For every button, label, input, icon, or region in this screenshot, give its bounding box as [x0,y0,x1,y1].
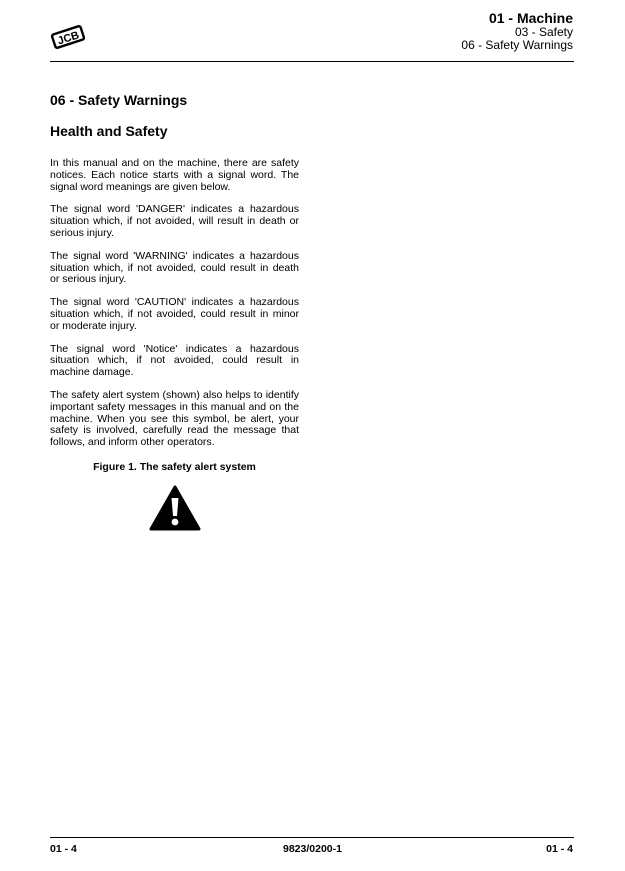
alert-system-paragraph: The safety alert system (shown) also helps to identify important safety messages in this manual and on the machine. When you see this symbol, be alert, your safety is involved, carefully read the message that follows, and inform other operators. [50,388,299,449]
section-title: 06 - Safety Warnings [50,92,188,108]
figure-caption: Figure 1. The safety alert system [93,461,256,473]
warning-triangle-icon [149,485,201,531]
danger-paragraph: The signal word 'DANGER' indicates a hazardous situation which, if not avoided, will result in death or serious injury. [50,203,299,239]
intro-paragraph: In this manual and on the machine, there are safety notices. Each notice starts with a signal word. The signal word meanings are given below. [50,157,299,193]
body-text [50,158,299,460]
footer-page-left: 01 - 4 [50,843,77,855]
footer-doc-number: 9823/0200-1 [283,843,342,855]
caution-paragraph: The signal word 'CAUTION' indicates a hazardous situation which, if not avoided, could result in minor or moderate injury. [50,296,299,332]
header-section: 03 - Safety [514,25,573,39]
page-header [461,10,573,52]
header-divider [50,61,574,62]
notice-paragraph: The signal word 'Notice' indicates a hazardous situation which, if not avoided, could result in machine damage. [50,342,299,379]
svg-text:JCB: JCB [56,29,81,48]
footer-divider [50,837,574,838]
header-chapter: 01 - Machine [488,10,573,26]
warning-paragraph: The signal word 'WARNING' indicates a hazardous situation which, if not avoided, could result in death or serious injury. [50,249,299,286]
header-subsection: 06 - Safety Warnings [461,38,573,52]
footer-page-right: 01 - 4 [546,843,573,855]
jcb-logo [50,24,86,50]
subsection-title: Health and Safety [50,123,168,139]
